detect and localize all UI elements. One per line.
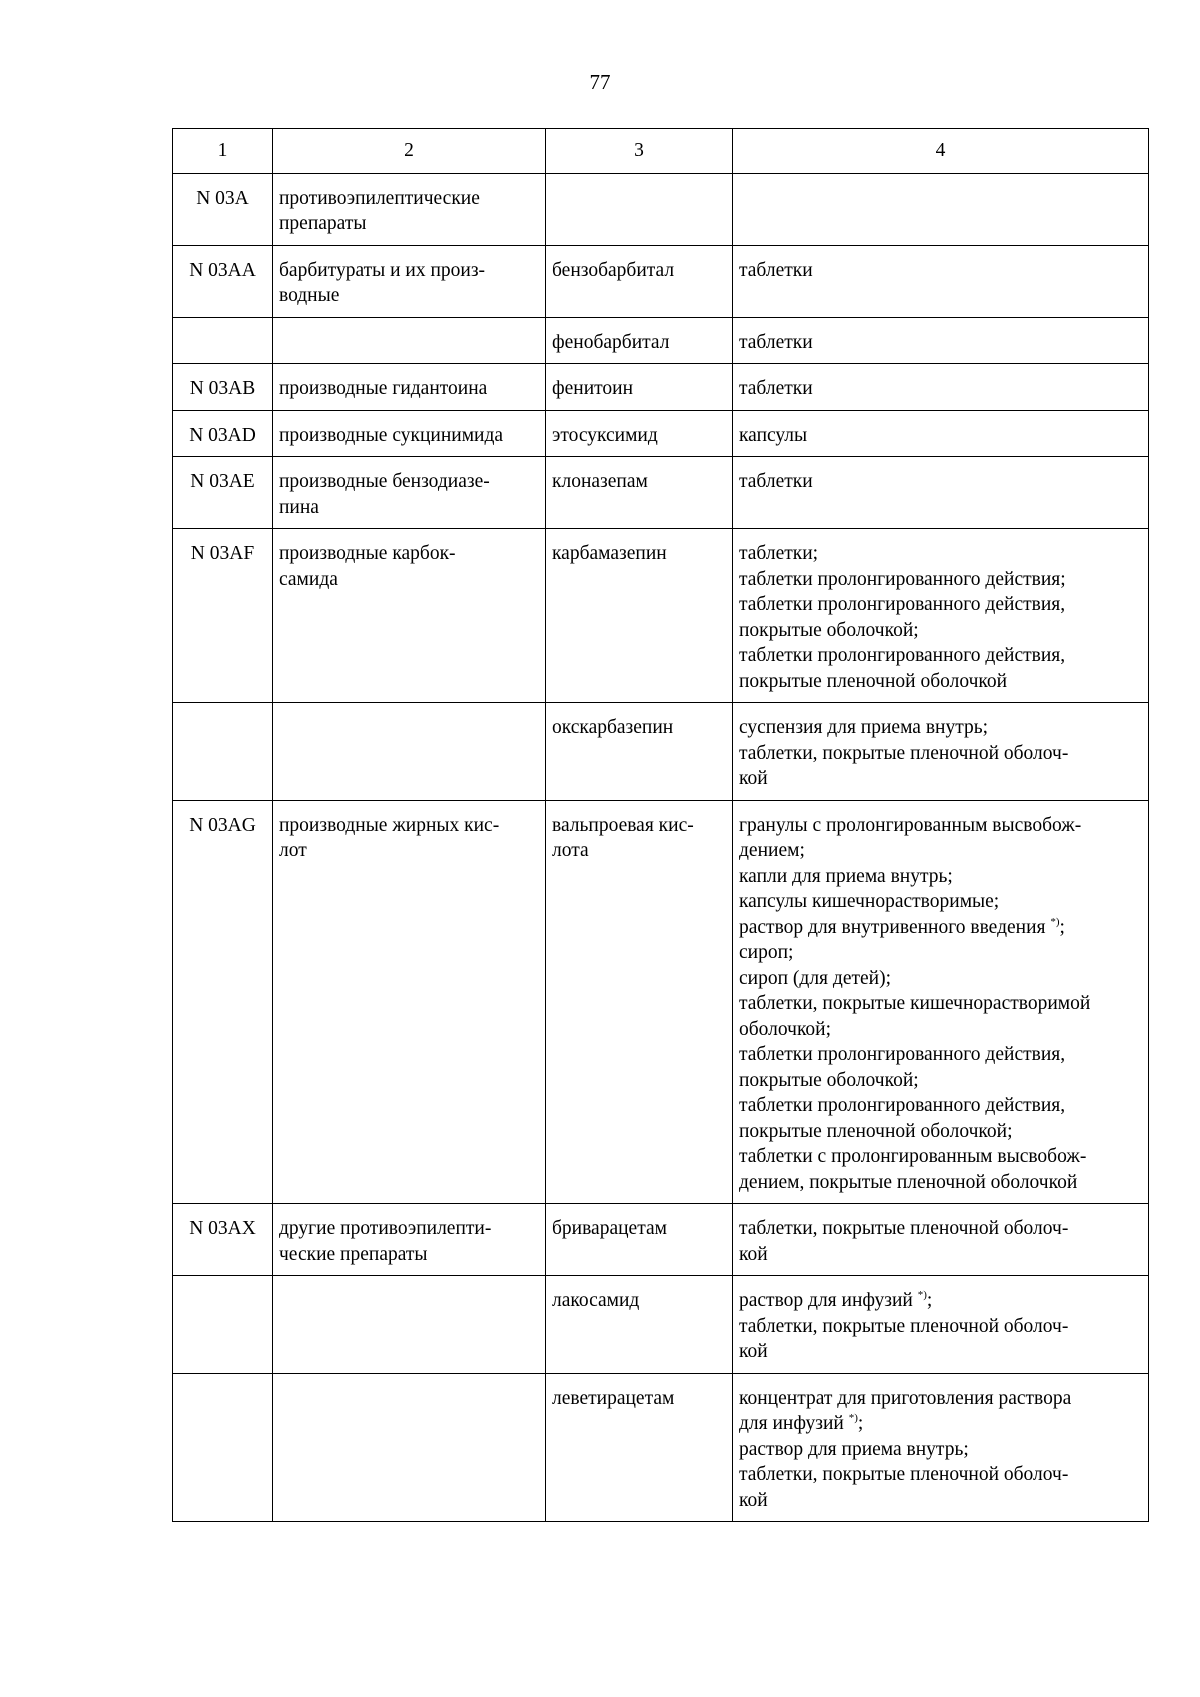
- dosage-forms-cell: [733, 364, 1149, 411]
- cell-line: фенитоин: [552, 378, 634, 399]
- atc-code-cell: N 03AX: [173, 1204, 273, 1276]
- table-row: [173, 703, 1149, 801]
- cell-line: кой: [739, 1341, 768, 1362]
- dosage-forms-cell: [733, 317, 1149, 364]
- group-cell: [273, 364, 546, 411]
- table-row: [173, 364, 1149, 411]
- cell-line: производные жирных кис-: [279, 814, 500, 836]
- cell-line: леветирацетам: [552, 1387, 675, 1409]
- dosage-forms-cell: [733, 245, 1149, 317]
- group-cell: [273, 245, 546, 317]
- cell-line: производные сукцинимида: [279, 424, 504, 446]
- cell-line: фенобарбитал: [552, 331, 670, 353]
- cell-line: таблетки, покрытые пленочной оболоч-: [739, 1218, 1069, 1239]
- cell-line: капсулы: [739, 424, 808, 446]
- atc-code-cell: [173, 317, 273, 364]
- header-cell: 3: [546, 129, 733, 174]
- cell-line: таблетки: [739, 259, 813, 281]
- cell-line: таблетки с пролонгированным высвобож-: [739, 1146, 1087, 1167]
- atc-code-cell: N 03AG: [173, 800, 273, 1204]
- group-cell: [273, 173, 546, 245]
- cell-line: дением, покрытые пленочной оболочкой: [739, 1171, 1078, 1193]
- cell-line: производные бензодиазе-: [279, 471, 490, 492]
- cell-line: таблетки: [739, 471, 813, 492]
- table-row: [173, 1276, 1149, 1374]
- group-cell: [273, 317, 546, 364]
- cell-line: таблетки пролонгированного действия,: [739, 645, 1066, 666]
- cell-line: другие противоэпилепти-: [279, 1218, 492, 1239]
- cell-line: вальпроевая кис-: [552, 814, 694, 836]
- cell-line: таблетки, покрытые пленочной оболоч-: [739, 1464, 1069, 1485]
- table-row: [173, 410, 1149, 457]
- dosage-forms-cell: [733, 529, 1149, 703]
- cell-line: препараты: [279, 213, 367, 234]
- cell-line: окскарбазепин: [552, 717, 674, 738]
- table-row: [173, 1204, 1149, 1276]
- dosage-forms-cell: [733, 173, 1149, 245]
- cell-line: покрытые оболочкой;: [739, 1069, 919, 1091]
- group-cell: [273, 457, 546, 529]
- drug-name-cell: [546, 410, 733, 457]
- dosage-forms-cell: [733, 703, 1149, 801]
- drug-table: [172, 128, 1149, 1522]
- cell-line: кой: [739, 1243, 768, 1265]
- cell-line: бриварацетам: [552, 1218, 667, 1239]
- cell-line: дением;: [739, 840, 805, 861]
- cell-line: таблетки пролонгированного действия,: [739, 1095, 1066, 1116]
- drug-name-cell: [546, 1204, 733, 1276]
- group-cell: [273, 1204, 546, 1276]
- drug-name-cell: [546, 457, 733, 529]
- group-cell: [273, 410, 546, 457]
- cell-line: раствор для инфузий *);: [739, 1289, 933, 1311]
- group-cell: [273, 800, 546, 1204]
- cell-line: таблетки: [739, 331, 813, 353]
- drug-name-cell: [546, 703, 733, 801]
- cell-line: производные гидантоина: [279, 378, 488, 399]
- cell-line: для инфузий *);: [739, 1412, 864, 1434]
- atc-code-cell: [173, 1373, 273, 1522]
- table-body: [173, 173, 1149, 1522]
- dosage-forms-cell: [733, 457, 1149, 529]
- cell-line: раствор для внутривенного введения *);: [739, 915, 1065, 938]
- cell-line: покрытые пленочной оболочкой: [739, 670, 1008, 692]
- group-cell: [273, 529, 546, 703]
- cell-line: бензобарбитал: [552, 259, 675, 281]
- cell-line: капсулы кишечнорастворимые;: [739, 891, 1000, 912]
- dosage-forms-cell: [733, 1276, 1149, 1374]
- cell-line: водные: [279, 285, 340, 306]
- header-row: [173, 129, 1149, 174]
- drug-name-cell: [546, 1276, 733, 1374]
- dosage-forms-cell: [733, 410, 1149, 457]
- atc-code-cell: N 03AB: [173, 364, 273, 411]
- cell-line: таблетки, покрытые кишечнорастворимой: [739, 993, 1091, 1014]
- atc-code-cell: N 03AD: [173, 410, 273, 457]
- cell-line: таблетки пролонгированного действия,: [739, 594, 1066, 615]
- cell-line: покрытые оболочкой;: [739, 619, 919, 641]
- cell-line: таблетки: [739, 378, 813, 399]
- table-row: [173, 245, 1149, 317]
- dosage-forms-cell: [733, 1373, 1149, 1522]
- cell-line: кой: [739, 768, 768, 789]
- cell-line: таблетки пролонгированного действия;: [739, 568, 1066, 590]
- footnote-marker: *): [917, 1289, 927, 1301]
- header-cell: 4: [733, 129, 1149, 174]
- atc-code-cell: N 03AF: [173, 529, 273, 703]
- cell-line: лота: [552, 840, 589, 861]
- dosage-forms-cell: [733, 1204, 1149, 1276]
- drug-name-cell: [546, 364, 733, 411]
- cell-line: этосуксимид: [552, 424, 658, 446]
- atc-code-cell: [173, 1276, 273, 1374]
- atc-code-cell: [173, 703, 273, 801]
- drug-name-cell: [546, 173, 733, 245]
- cell-line: капли для приема внутрь;: [739, 865, 953, 887]
- cell-line: самида: [279, 568, 338, 590]
- cell-line: оболочкой;: [739, 1018, 832, 1040]
- cell-line: таблетки пролонгированного действия,: [739, 1044, 1066, 1065]
- group-cell: [273, 1276, 546, 1374]
- drug-name-cell: [546, 1373, 733, 1522]
- cell-line: сироп (для детей);: [739, 967, 891, 989]
- cell-line: карбамазепин: [552, 543, 667, 564]
- cell-line: ческие препараты: [279, 1243, 428, 1265]
- cell-line: таблетки, покрытые пленочной оболоч-: [739, 1315, 1069, 1337]
- table-row: [173, 800, 1149, 1204]
- header-cell: 1: [173, 129, 273, 174]
- cell-line: противоэпилептические: [279, 187, 480, 209]
- cell-line: клоназепам: [552, 471, 648, 492]
- cell-line: производные карбок-: [279, 543, 456, 564]
- cell-line: таблетки, покрытые пленочной оболоч-: [739, 742, 1069, 764]
- group-cell: [273, 703, 546, 801]
- cell-line: покрытые пленочной оболочкой;: [739, 1120, 1013, 1142]
- footnote-marker: *): [1050, 915, 1060, 928]
- cell-line: лакосамид: [552, 1290, 640, 1311]
- table-row: [173, 317, 1149, 364]
- cell-line: концентрат для приготовления раствора: [739, 1387, 1072, 1409]
- drug-name-cell: [546, 529, 733, 703]
- group-cell: [273, 1373, 546, 1522]
- cell-line: гранулы с пролонгированным высвобож-: [739, 814, 1082, 836]
- table-row: [173, 529, 1149, 703]
- dosage-forms-cell: [733, 800, 1149, 1204]
- atc-code-cell: N 03A: [173, 173, 273, 245]
- atc-code-cell: N 03AE: [173, 457, 273, 529]
- cell-line: сироп;: [739, 942, 794, 963]
- cell-line: кой: [739, 1489, 768, 1511]
- footnote-marker: *): [848, 1412, 858, 1424]
- drug-name-cell: [546, 800, 733, 1204]
- table-row: [173, 457, 1149, 529]
- drug-name-cell: [546, 317, 733, 364]
- page-number: 77: [589, 70, 611, 94]
- table-row: [173, 1373, 1149, 1522]
- cell-line: барбитураты и их произ-: [279, 259, 486, 281]
- cell-line: раствор для приема внутрь;: [739, 1438, 969, 1460]
- cell-line: пина: [279, 496, 319, 518]
- cell-line: суспензия для приема внутрь;: [739, 717, 989, 738]
- cell-line: лот: [279, 840, 307, 861]
- header-cell: 2: [273, 129, 546, 174]
- atc-code-cell: N 03AA: [173, 245, 273, 317]
- table-row: [173, 173, 1149, 245]
- drug-name-cell: [546, 245, 733, 317]
- cell-line: таблетки;: [739, 543, 819, 564]
